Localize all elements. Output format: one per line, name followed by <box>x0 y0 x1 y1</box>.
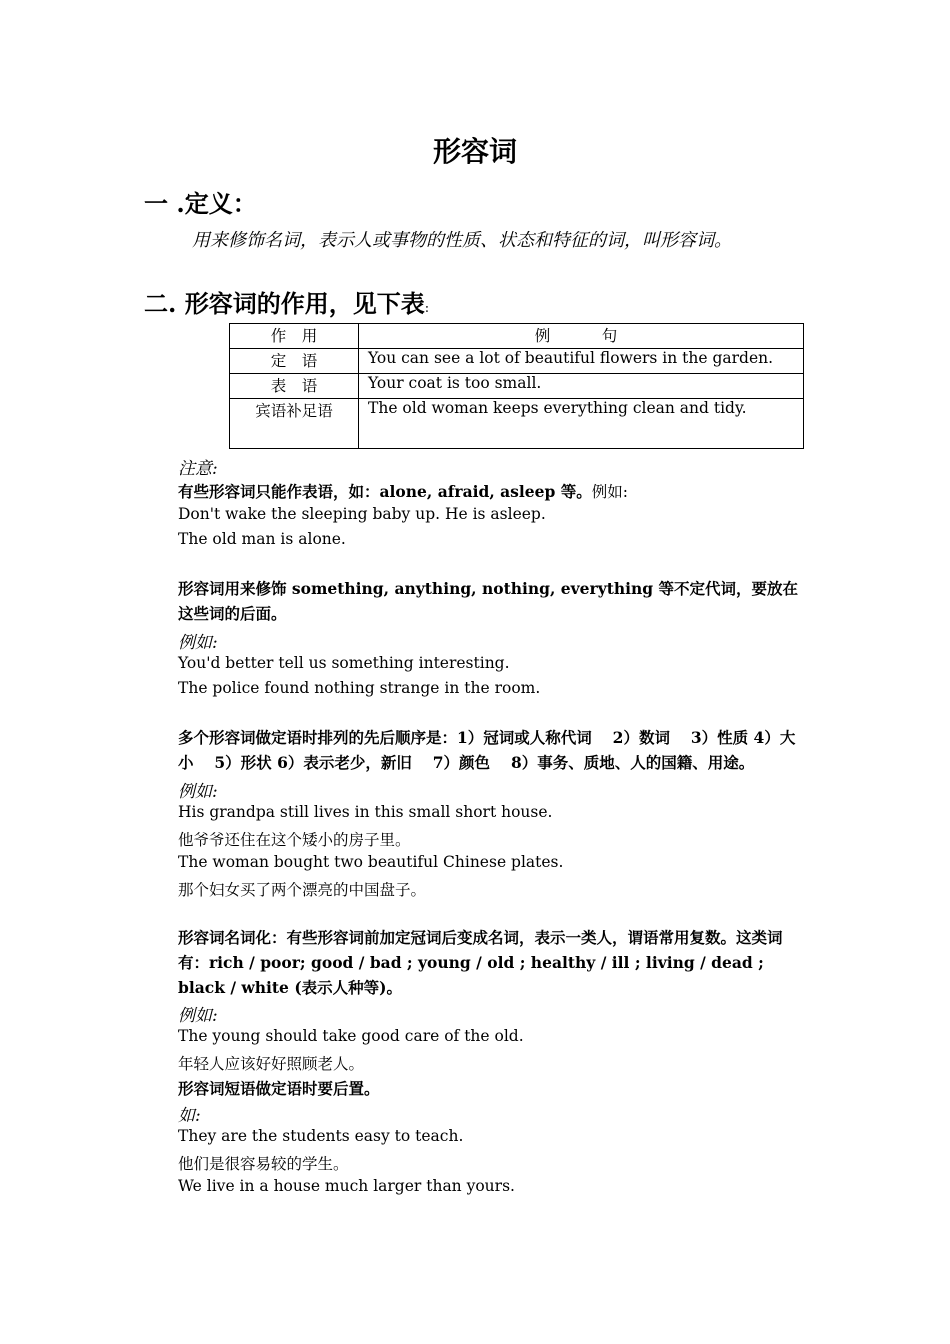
row-example: The old woman keeps everything clean and tidy. <box>359 399 804 449</box>
rule1-example: Don't wake the sleeping baby up. He is asleep. <box>178 505 546 523</box>
row-example: Your coat is too small. <box>359 374 804 399</box>
rule1-text <box>178 480 628 502</box>
rule3-example: 那个妇女买了两个漂亮的中国盘子。 <box>178 881 427 899</box>
rule3-example: 他爷爷还住在这个矮小的房子里。 <box>178 831 411 849</box>
rule3-text: 多个形容词做定语时排列的先后顺序是：1）冠词或人称代词 2）数词 3）性质 4）大小 5）形状 6）表示老少，新旧 7）颜色 8）事务、质地、人的国籍、用途。 <box>178 728 796 772</box>
table-row <box>230 374 804 399</box>
rule4-example: 年轻人应该好好照顾老人。 <box>178 1055 365 1073</box>
table-header-row <box>230 324 804 349</box>
rule4-example: The young should take good care of the old. <box>178 1027 524 1045</box>
table-row <box>230 349 804 374</box>
definition-text: 用来修饰名词，表示人或事物的性质、状态和特征的词，叫形容词。 <box>192 230 732 251</box>
section2-heading-suffix: : <box>424 301 430 316</box>
rule5-example: We live in a house much larger than yours. <box>178 1177 515 1195</box>
row-role: 定 语 <box>230 349 359 374</box>
rule2-text: 形容词用来修饰 something, anything, nothing, everything 等不定代词，要放在这些词的后面。 <box>178 579 799 623</box>
rule1-example: The old man is alone. <box>178 530 346 548</box>
header-role: 作 用 <box>230 324 359 349</box>
rule5-example: 他们是很容易较的学生。 <box>178 1155 349 1173</box>
rule2-example: The police found nothing strange in the room. <box>178 679 541 697</box>
rule3-example: The woman bought two beautiful Chinese plates. <box>178 853 564 871</box>
rule2-example: You'd better tell us something interesting. <box>178 654 510 672</box>
rule2-label: 例如: <box>178 633 218 653</box>
table-row <box>230 399 804 449</box>
row-role: 表 语 <box>230 374 359 399</box>
row-role: 宾语补足语 <box>230 399 359 449</box>
section1-heading: 一 .定义： <box>144 189 257 218</box>
rule3-label: 例如: <box>178 782 218 802</box>
note-label: 注意: <box>178 459 218 479</box>
header-example-b: 句 <box>601 327 618 345</box>
rule1-tail: 例如: <box>591 483 628 501</box>
rule5-example: They are the students easy to teach. <box>178 1127 464 1145</box>
header-example-a: 例 <box>534 327 551 345</box>
page-title: 形容词 <box>432 135 517 168</box>
rule5-text: 形容词短语做定语时要后置。 <box>178 1079 380 1098</box>
rule1-bold: 有些形容词只能作表语，如：alone, afraid, asleep 等。 <box>178 482 592 501</box>
section2-heading <box>144 284 429 319</box>
row-example: You can see a lot of beautiful flowers in the garden. <box>359 349 804 374</box>
usage-table <box>229 323 804 449</box>
section2-heading-text: 二. 形容词的作用，见下表 <box>144 289 425 318</box>
header-example <box>359 324 804 349</box>
rule5-label: 如: <box>178 1106 201 1126</box>
rule4-label: 例如: <box>178 1006 218 1026</box>
rule4-text: 形容词名词化：有些形容词前加定冠词后变成名词，表示一类人，谓语常用复数。这类词有：rich / poor; good / bad ; young / old ; healthy / ill ; living / dead ; black / white (表示人种等)。 <box>178 928 783 997</box>
rule3-example: His grandpa still lives in this small short house. <box>178 803 553 821</box>
